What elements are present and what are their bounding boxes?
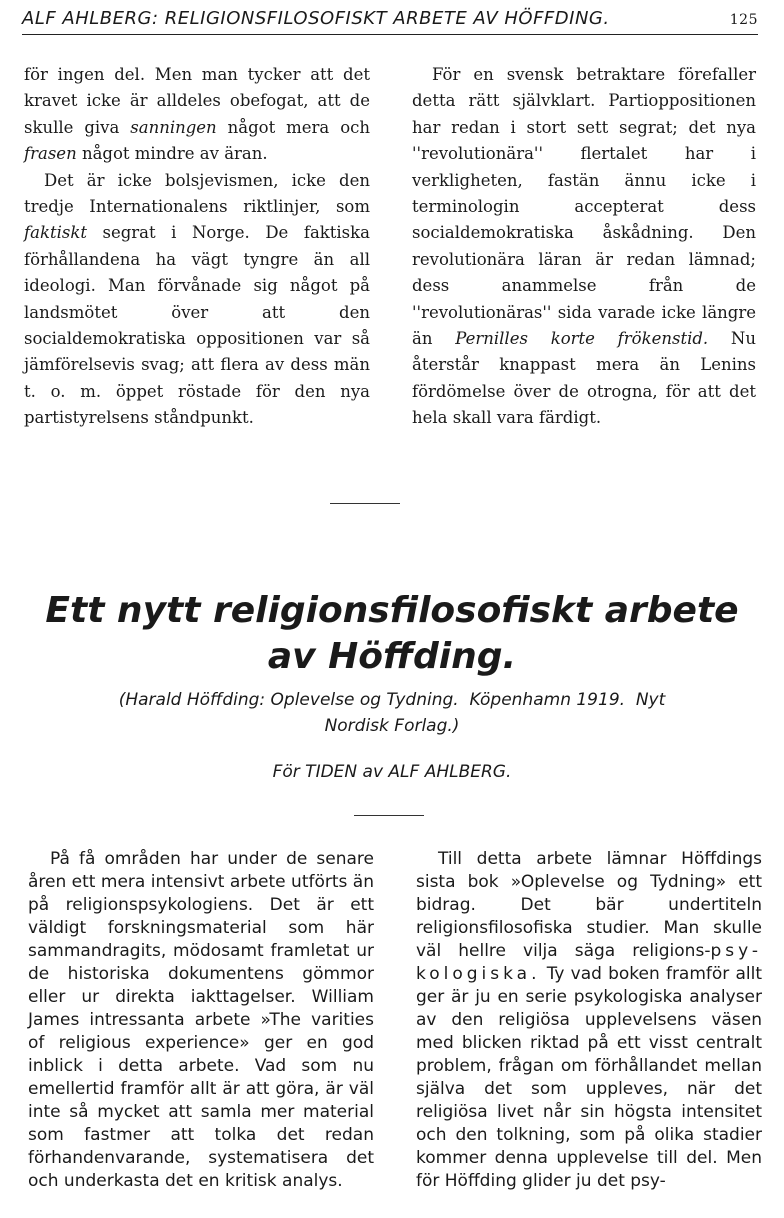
paragraph xyxy=(416,848,762,1193)
running-head-title: ALF AHLBERG: RELIGIONSFILOSOFISKT ARBETE AV HÖFFDING. xyxy=(22,8,610,29)
emphasis: faktiskt xyxy=(24,223,87,243)
text-run: något mera och xyxy=(216,117,370,137)
text-run: Till detta arbete lämnar Höffdings sista bok »Oplevelse og Tydning» ett bidrag. Det bär undertiteln religionsfilosofiska studier. Man skulle väl hellre vilja säga religions- xyxy=(416,849,762,961)
text-run: för ingen del. Men man tycker att det kravet icke är alldeles obefogat, att de skulle giva xyxy=(24,65,370,137)
running-head xyxy=(22,6,758,35)
emphasis: sanningen xyxy=(130,117,217,137)
section-divider xyxy=(330,503,400,504)
text-run: Ty vad boken framför allt ger är ju en serie psykologiska analyser av den religiösa upplevelsens väsen med blicken riktad på ett visst centralt problem, frågan om förhållandet mellan själva det som uppleves, när det religiösa livet når sin högsta intensitet och den tolkning, som på olika stadier kommer denna upplevelse till del. Men för Höffding glider ju det psy- xyxy=(416,964,762,1191)
article-headline-continued: av Höffding. xyxy=(267,636,517,677)
bottom-left-column xyxy=(28,848,374,1193)
top-right-column xyxy=(412,62,756,432)
spaced-text: psy- xyxy=(710,941,762,961)
author-byline: För TIDEN av ALF AHLBERG. xyxy=(272,762,512,782)
spaced-text: kologiska. xyxy=(416,964,541,984)
emphasis: Pernilles korte frökenstid. xyxy=(455,329,709,349)
article-headline: Ett nytt religionsfilosofiskt arbete xyxy=(45,590,739,631)
text-run: Nu återstår knappast mera än Lenins fördömelse över de otrogna, för att det hela skall vara färdigt. xyxy=(412,329,756,428)
source-citation-continued: Nordisk Forlag.) xyxy=(324,716,460,736)
section-divider xyxy=(354,815,424,816)
source-citation: (Harald Höffding: Oplevelse og Tydning. Köpenhamn 1919. Nyt xyxy=(118,690,666,710)
emphasis: frasen xyxy=(24,144,77,164)
paragraph xyxy=(24,62,370,168)
paragraph xyxy=(24,168,370,432)
paragraph xyxy=(412,62,756,432)
paragraph: På få områden har under de senare åren ett mera intensivt arbete utförts än på religionspsykologiens. Det är ett väldigt forskningsmaterial som här sammandragits, mödosamt framletat ur de historiska dokumentens gömmor eller ur direkta iakttagelser. William James intressanta arbete »The varities of religious experience» ger en god inblick i detta arbete. Vad som nu emellertid framför allt är att göra, är väl inte så mycket att samla mer material som fastmer att tolka det redan förhandenvarande, systematisera det och underkasta det en kritisk analys. xyxy=(28,849,374,1191)
text-run: För en svensk betraktare förefaller detta rätt självklart. Partioppositionen har redan i stort sett segrat; det nya ''revolutionära'' flertalet har i verkligheten, fastän ännu icke i terminologin accepterat dess socialdemokratiska åskådning. Den revolutionära läran är redan lämnad; dess anammelse från de ''revolutionäras'' sida varade icke längre än xyxy=(412,65,756,349)
page-number: 125 xyxy=(729,12,758,28)
text-run: något mindre av äran. xyxy=(76,144,268,164)
text-run: Det är icke bolsjevismen, icke den tredje Internationalens riktlinjer, som xyxy=(24,170,370,217)
text-run: segrat i Norge. De faktiska förhållandena ha vägt tyngre än all ideologi. Man förvånade sig något på landsmötet över att den socialdemokratiska oppositionen var så jämförelsevis svag; att flera av dess män t. o. m. öppet röstade för den nya partistyrelsens ståndpunkt. xyxy=(24,223,370,428)
top-left-column xyxy=(24,62,370,432)
bottom-right-column xyxy=(416,848,762,1193)
